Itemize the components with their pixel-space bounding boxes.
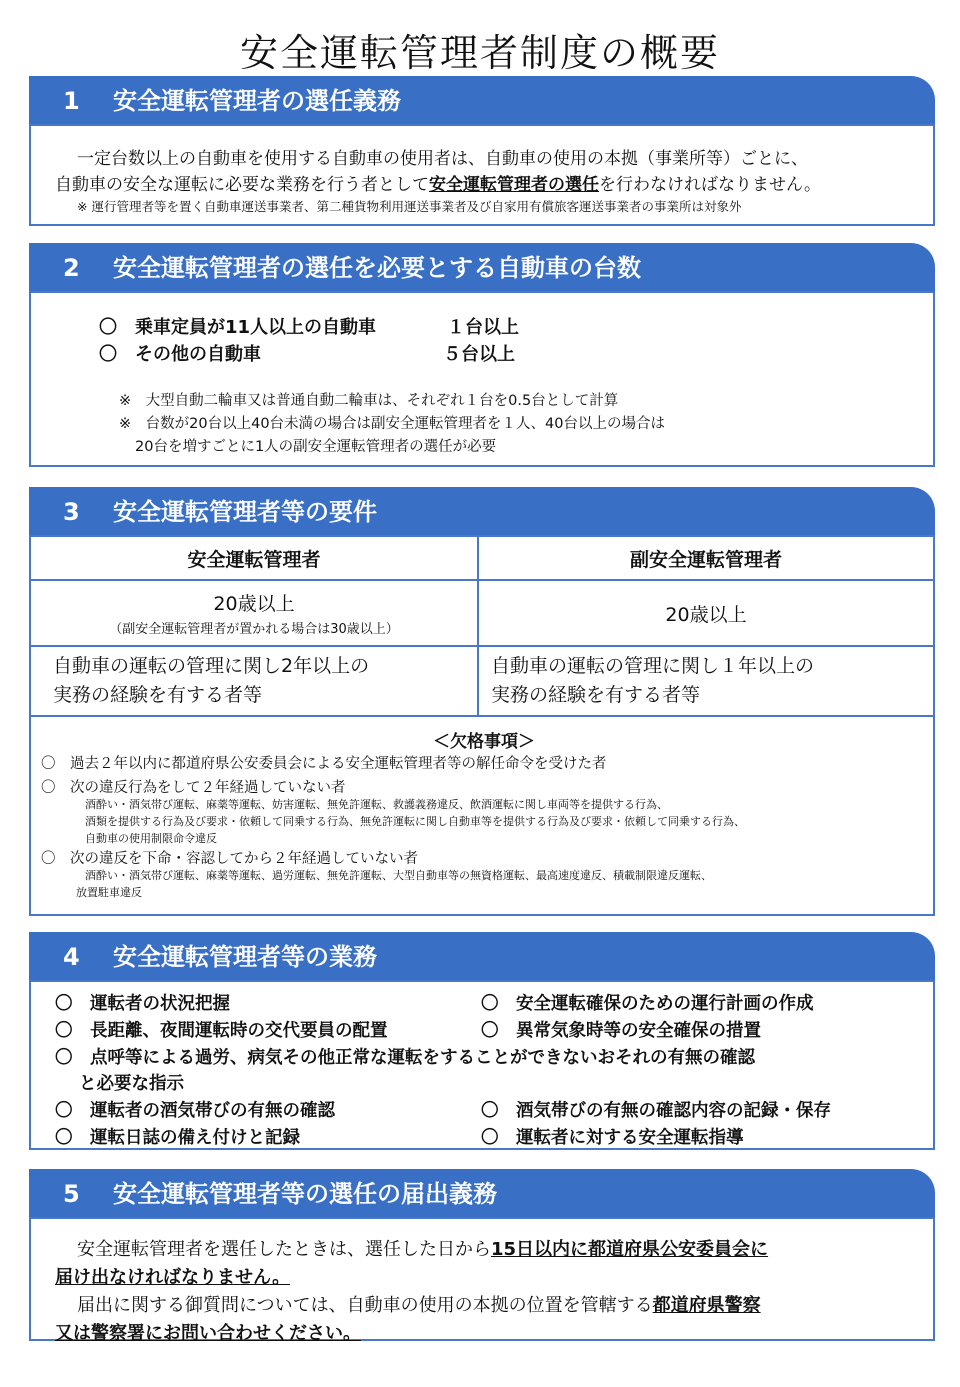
duty-5-line2: と必要な指示 [79,1074,184,1094]
disq-line-6: 〇 次の違反を下命・容認してから２年経過していない者 [41,851,418,867]
s1-note: ※ 運行管理者等を置く自動車運送事業者、第二種貨物利用運送事業者及び自家用有償旅客運送事業者の事業所は対象外 [77,199,742,214]
s1-line2-a: 自動車の安全な運転に必要な業務を行う者として [55,175,429,195]
section-4-heading: 安全運転管理者等の業務 [113,943,377,971]
s1-line1: 一定台数以上の自動車を使用する自動車の使用者は、自動車の使用の本拠（事業所等）ごとに、 [77,149,808,169]
s5-p2-emphasis: 都道府県警察 [652,1295,761,1316]
s5-p2-a: 届出に関する御質問については、自動車の使用の本拠の位置を管轄する [77,1295,653,1316]
duty-6: 〇 運転者の酒気帯びの有無の確認 [55,1101,335,1121]
deputy-exp-line1: 自動車の運転の管理に関し１年以上の [491,655,815,677]
manager-exp-line1: 自動車の運転の管理に関し2年以上の [53,655,370,677]
deputy-experience-cell [478,646,934,716]
col-head-manager: 安全運転管理者 [30,536,478,580]
duty-8: 〇 運転日誌の備え付けと記録 [55,1128,300,1148]
section-2-header [29,243,935,293]
s2-note-3: 20台を増すごとに1人の副安全運転管理者の選任が必要 [135,439,497,455]
s5-p1-a: 安全運転管理者を選任したときは、選任した日から [77,1239,491,1260]
s1-line2 [55,170,821,195]
duty-5-line1: 〇 点呼等による過労、病気その他正常な運転をすることができないおそれの有無の確認 [55,1048,755,1068]
s5-p2-line2: 又は警察署にお問い合わせください。 [55,1323,361,1344]
s2-note-2: ※ 台数が20台以上40台未満の場合は副安全運転管理者を１人、40台以上の場合は [119,416,665,432]
deputy-age: 20歳以上 [478,580,934,646]
disq-line-1: 〇 過去２年以内に都道府県公安委員会による安全運転管理者等の解任命令を受けた者 [41,756,607,772]
disqualification-title: ＜欠格事項＞ [433,732,535,752]
disq-line-5: 自動車の使用制限命令違反 [85,832,217,845]
s2-item-1-label: 〇 乗車定員が11人以上の自動車 [99,317,377,338]
requirements-table [29,535,935,717]
section-2-number: 2 [63,254,80,282]
page-title: 安全運転管理者制度の概要 [239,31,720,75]
section-4-header [29,932,935,982]
duty-3: 〇 長距離、夜間運転時の交代要員の配置 [55,1021,388,1041]
s5-p2-line1 [77,1291,761,1317]
duty-2: 〇 安全運転確保のための運行計画の作成 [481,994,814,1014]
manager-age: 20歳以上 [213,593,295,615]
section-2-box [29,291,935,467]
manager-age-note: （副安全運転管理者が置かれる場合は30歳以上） [109,622,399,637]
disq-line-4: 酒類を提供する行為及び要求・依頼して同乗する行為、無免許運転に関し自動車等を提供する行為及び要求・依頼して同乗する行為、 [85,815,745,828]
manager-age-cell [30,580,478,646]
s2-item-1-count: １台以上 [447,317,519,338]
disq-line-7: 酒酔い・酒気帯び運転、麻薬等運転、過労運転、無免許運転、大型自動車等の無資格運転、最高速度違反、積載制限違反運転、 [85,869,712,882]
section-1-number: 1 [63,87,80,115]
section-3-heading: 安全運転管理者等の要件 [113,498,377,526]
section-5-header [29,1169,935,1219]
s1-line2-emphasis: 安全運転管理者の選任 [429,175,599,195]
section-2-heading: 安全運転管理者の選任を必要とする自動車の台数 [113,254,641,282]
section-4-box [29,980,935,1150]
disq-line-3: 酒酔い・酒気帯び運転、麻薬等運転、妨害運転、無免許運転、救護義務違反、飲酒運転に関し車両等を提供する行為、 [85,798,668,811]
s5-p1-line1 [77,1235,768,1261]
section-5-number: 5 [63,1180,80,1208]
s5-p1-line2: 届け出なければなりません。 [55,1267,291,1288]
s2-item-2-label: 〇 その他の自動車 [99,344,261,365]
manager-experience-cell [30,646,478,716]
section-1-header [29,76,935,126]
s1-line2-c: を行わなければなりません。 [599,175,822,195]
section-1-heading: 安全運転管理者の選任義務 [113,87,401,115]
section-3-number: 3 [63,498,80,526]
duty-1: 〇 運転者の状況把握 [55,994,230,1014]
duty-7: 〇 酒気帯びの有無の確認内容の記録・保存 [481,1101,831,1121]
section-3-header [29,487,935,537]
section-4-number: 4 [63,943,80,971]
deputy-exp-line2: 実務の経験を有する者等 [491,684,701,706]
col-head-deputy: 副安全運転管理者 [478,536,934,580]
disq-line-8: 放置駐車違反 [76,886,142,899]
manager-exp-line2: 実務の経験を有する者等 [53,684,263,706]
section-5-heading: 安全運転管理者等の選任の届出義務 [113,1180,497,1208]
s2-item-2-count: ５台以上 [443,344,515,365]
disq-line-2: 〇 次の違反行為をして２年経過していない者 [41,780,346,796]
s2-note-1: ※ 大型自動二輪車又は普通自動二輪車は、それぞれ１台を0.5台として計算 [119,393,619,409]
section-5-box [29,1217,935,1344]
duty-9: 〇 運転者に対する安全運転指導 [481,1128,744,1148]
duty-4: 〇 異常気象時等の安全確保の措置 [481,1021,761,1041]
disqualification-box [29,714,935,916]
s5-p1-emphasis: 15日以内に都道府県公安委員会に [491,1239,769,1260]
section-1-box [29,124,935,226]
